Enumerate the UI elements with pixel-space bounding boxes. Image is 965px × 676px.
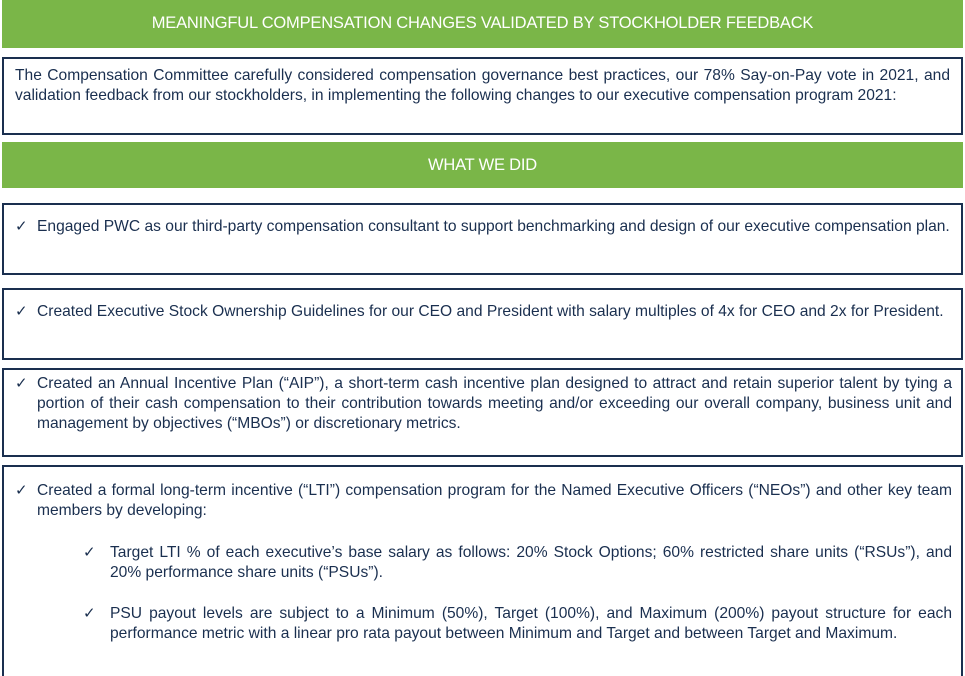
sub-list-item-text: Target LTI % of each executive’s base salary as follows: 20% Stock Options; 60% restricted share units (“RSUs”), and 20% performance share units (“PSUs”). [110,544,952,581]
list-item [2,288,963,360]
checkmark-icon: ✓ [83,605,96,622]
section-banner [2,142,963,188]
checkmark-icon: ✓ [15,218,28,235]
list-item [2,368,963,457]
list-item-text: Created a formal long-term incentive (“LTI”) compensation program for the Named Executive Officers (“NEOs”) and other key team members by developing: [37,482,952,519]
list-item-text: Created Executive Stock Ownership Guidelines for our CEO and President with salary multiples of 4x for CEO and 2x for President. [37,303,944,320]
list-item-text: Engaged PWC as our third-party compensation consultant to support benchmarking and design of our executive compensation plan. [37,218,950,235]
checkmark-icon: ✓ [15,303,28,320]
section-title: WHAT WE DID [427,156,537,174]
intro-box [2,57,963,135]
header-banner [2,0,963,48]
header-title: MEANINGFUL COMPENSATION CHANGES VALIDATED BY STOCKHOLDER FEEDBACK [151,14,814,32]
list-item [2,465,963,676]
sub-list-item-text: PSU payout levels are subject to a Minimum (50%), Target (100%), and Maximum (200%) payout structure for each performance metric with a linear pro rata payout between Minimum and Target and between Target and Maximum. [110,605,952,642]
checkmark-icon: ✓ [15,375,28,392]
intro-text: The Compensation Committee carefully considered compensation governance best practices, our 78% Say-on-Pay vote in 2021, and validation feedback from our stockholders, in implementing the following changes to our executive compensation program 2021: [15,67,950,104]
list-item [2,203,963,275]
checkmark-icon: ✓ [83,544,96,561]
checkmark-icon: ✓ [15,482,28,499]
sub-list-item [83,604,952,644]
sub-list-item [83,543,952,583]
list-item-text: Created an Annual Incentive Plan (“AIP”), a short-term cash incentive plan designed to attract and retain superior talent by tying a portion of their cash compensation to their contribution towards meeting and/or exceeding our overall company, business unit and management by objectives (“MBOs”) or discretionary metrics. [37,375,952,432]
